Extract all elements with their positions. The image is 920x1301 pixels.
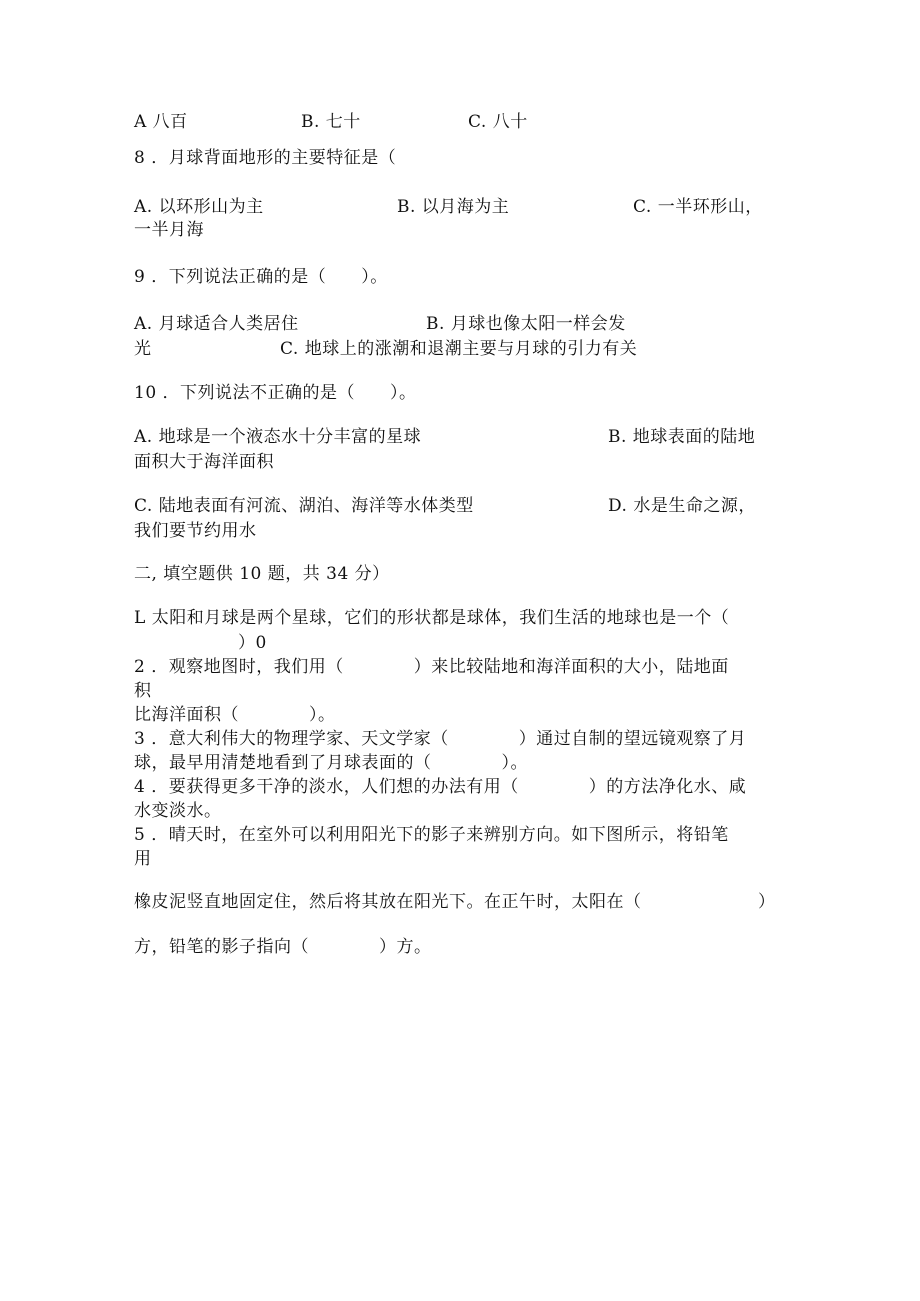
q7-option-a: A 八百	[134, 112, 188, 132]
q7-option-b: B. 七十	[301, 112, 361, 132]
fill-q2-line1: 2 ．观察地图时，我们用（ ）来比较陆地和海洋面积的大小，陆地面	[134, 657, 729, 677]
fill-q3-line2: 球，最早用清楚地看到了月球表面的（ ）。	[134, 753, 528, 773]
fill-q3-line1: 3 ．意大利伟大的物理学家、天文学家（ ）通过自制的望远镜观察了月	[134, 729, 747, 749]
fill-q2-line3: 比海洋面积（ ）。	[134, 705, 336, 725]
q8-option-a: A. 以环形山为主	[134, 197, 264, 217]
q7-option-c: C. 八十	[468, 112, 528, 132]
q9-stem: 9 ．下列说法正确的是（ ）。	[134, 267, 388, 287]
fill-q4-line2: 水变淡水。	[134, 801, 222, 821]
fill-q1-line2: ）0	[238, 633, 267, 653]
q10-option-b-cont: 面积大于海洋面积	[134, 452, 274, 472]
q10-option-a: A. 地球是一个液态水十分丰富的星球	[134, 427, 422, 447]
q10-stem: 10 ．下列说法不正确的是（ ）。	[134, 383, 417, 403]
q9-option-b-cont: 光	[134, 339, 152, 359]
section-heading: 二, 填空题供 10 题，共 34 分）	[134, 564, 390, 584]
q8-option-c: C. 一半环形山，	[633, 197, 763, 217]
fill-q1-line1: L 太阳和月球是两个星球，它们的形状都是球体，我们生活的地球也是一个（	[134, 608, 730, 628]
fill-q5-line1: 5 ．晴天时，在室外可以利用阳光下的影子来辨别方向。如下图所示，将铅笔	[134, 825, 729, 845]
fill-q4-line1: 4 ．要获得更多干净的淡水，人们想的办法有用（ ）的方法净化水、咸	[134, 777, 747, 797]
q10-option-c: C. 陆地表面有河流、湖泊、海洋等水体类型	[134, 496, 474, 516]
fill-q5-line4: 方，铅笔的影子指向（ ）方。	[134, 937, 432, 957]
q10-option-d: D. 水是生命之源，	[608, 496, 756, 516]
q9-option-c: C. 地球上的涨潮和退潮主要与月球的引力有关	[280, 339, 638, 359]
fill-q5-line3-paren: ）	[758, 892, 776, 912]
q10-option-d-cont: 我们要节约用水	[134, 521, 257, 541]
q9-option-b: B. 月球也像太阳一样会发	[426, 314, 626, 334]
fill-q5-line3: 橡皮泥竖直地固定住，然后将其放在阳光下。在正午时，太阳在（	[134, 892, 642, 912]
q8-option-b: B. 以月海为主	[397, 197, 510, 217]
fill-q2-line2: 积	[134, 681, 152, 701]
q8-stem: 8 ．月球背面地形的主要特征是（	[134, 148, 397, 168]
q10-option-b: B. 地球表面的陆地	[608, 427, 756, 447]
q8-option-c-cont: 一半月海	[134, 220, 204, 240]
fill-q5-line2: 用	[134, 849, 152, 869]
q9-option-a: A. 月球适合人类居住	[134, 314, 299, 334]
